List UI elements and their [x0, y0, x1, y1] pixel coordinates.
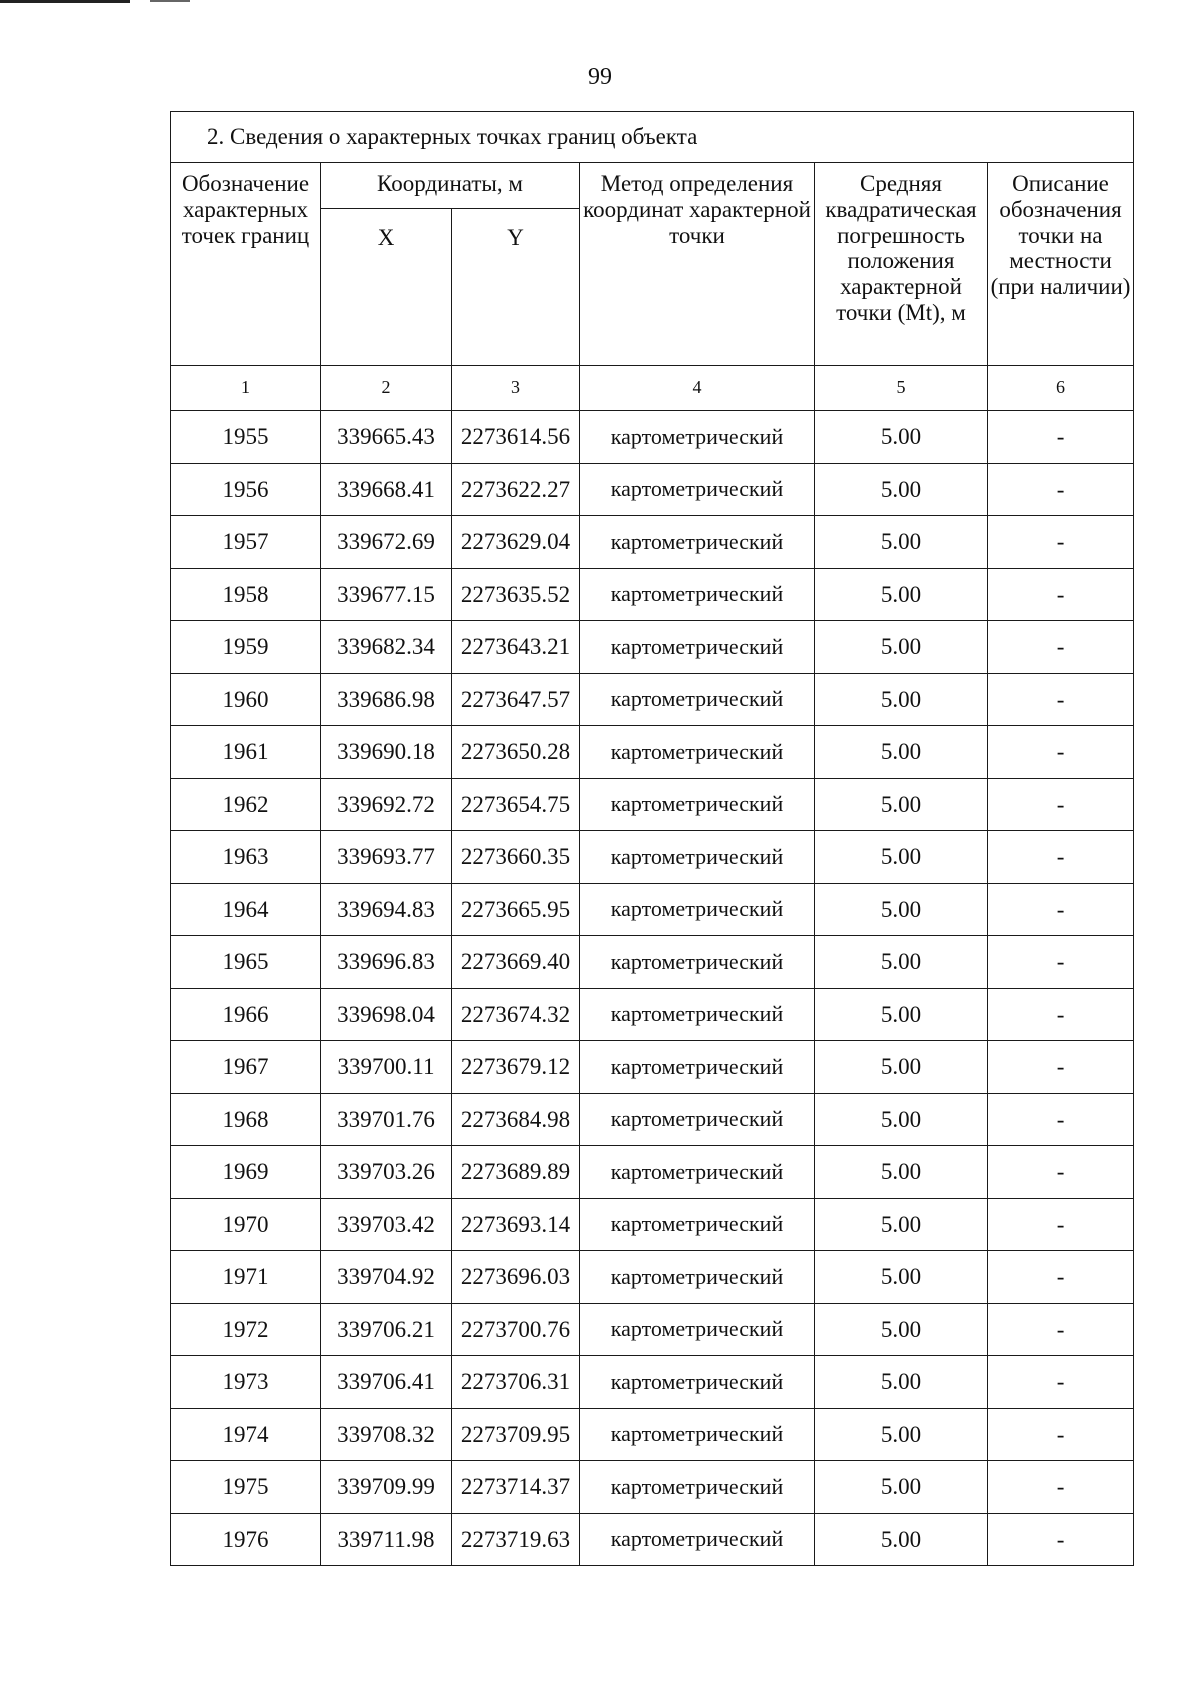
cell-y: 2273700.76 — [452, 1303, 580, 1356]
table-row — [171, 988, 1134, 1041]
table-row — [171, 936, 1134, 989]
cell-x: 339698.04 — [321, 988, 452, 1041]
cell-x: 339711.98 — [321, 1513, 452, 1566]
cell-x: 339708.32 — [321, 1408, 452, 1461]
cell-method: картометрический — [580, 1146, 815, 1199]
cell-point-id: 1970 — [171, 1198, 321, 1251]
header-coordinates: Координаты, м — [321, 163, 580, 209]
cell-error: 5.00 — [815, 463, 988, 516]
cell-y: 2273643.21 — [452, 621, 580, 674]
cell-y: 2273693.14 — [452, 1198, 580, 1251]
section-title: 2. Сведения о характерных точках границ объекта — [171, 112, 1134, 163]
cell-description: - — [988, 1461, 1134, 1514]
column-number: 1 — [171, 366, 321, 411]
cell-error: 5.00 — [815, 1251, 988, 1304]
header-x: X — [321, 209, 452, 366]
cell-x: 339696.83 — [321, 936, 452, 989]
table-row — [171, 411, 1134, 464]
table-row — [171, 1198, 1134, 1251]
cell-x: 339677.15 — [321, 568, 452, 621]
table-row — [171, 1093, 1134, 1146]
column-number: 5 — [815, 366, 988, 411]
cell-y: 2273679.12 — [452, 1041, 580, 1094]
cell-description: - — [988, 1198, 1134, 1251]
cell-description: - — [988, 1251, 1134, 1304]
cell-description: - — [988, 673, 1134, 726]
cell-x: 339706.41 — [321, 1356, 452, 1409]
cell-description: - — [988, 883, 1134, 936]
cell-y: 2273629.04 — [452, 516, 580, 569]
cell-y: 2273635.52 — [452, 568, 580, 621]
column-number-row — [171, 366, 1134, 411]
cell-method: картометрический — [580, 831, 815, 884]
cell-description: - — [988, 778, 1134, 831]
header-row-top — [171, 163, 1134, 209]
header-error: Средняя квадратическая погрешность положения характерной точки (Mt), м — [815, 163, 988, 366]
cell-y: 2273689.89 — [452, 1146, 580, 1199]
cell-x: 339709.99 — [321, 1461, 452, 1514]
table-row — [171, 621, 1134, 674]
cell-point-id: 1973 — [171, 1356, 321, 1409]
cell-method: картометрический — [580, 463, 815, 516]
table-row — [171, 1356, 1134, 1409]
cell-error: 5.00 — [815, 1041, 988, 1094]
cell-point-id: 1962 — [171, 778, 321, 831]
table-row — [171, 1251, 1134, 1304]
cell-y: 2273650.28 — [452, 726, 580, 779]
cell-x: 339682.34 — [321, 621, 452, 674]
cell-method: картометрический — [580, 936, 815, 989]
cell-error: 5.00 — [815, 726, 988, 779]
table-row — [171, 673, 1134, 726]
table-row — [171, 1303, 1134, 1356]
cell-method: картометрический — [580, 673, 815, 726]
header-description: Описание обозначения точки на местности (при наличии) — [988, 163, 1134, 366]
cell-error: 5.00 — [815, 1408, 988, 1461]
cell-error: 5.00 — [815, 1513, 988, 1566]
cell-point-id: 1965 — [171, 936, 321, 989]
cell-x: 339703.42 — [321, 1198, 452, 1251]
cell-point-id: 1956 — [171, 463, 321, 516]
cell-x: 339701.76 — [321, 1093, 452, 1146]
cell-description: - — [988, 463, 1134, 516]
cell-error: 5.00 — [815, 1303, 988, 1356]
cell-y: 2273719.63 — [452, 1513, 580, 1566]
cell-x: 339665.43 — [321, 411, 452, 464]
table-row — [171, 1513, 1134, 1566]
table-row — [171, 463, 1134, 516]
header-method: Метод определения координат характерной точки — [580, 163, 815, 366]
cell-point-id: 1966 — [171, 988, 321, 1041]
cell-description: - — [988, 568, 1134, 621]
page-number: 99 — [588, 64, 612, 90]
cell-error: 5.00 — [815, 936, 988, 989]
cell-x: 339703.26 — [321, 1146, 452, 1199]
cell-error: 5.00 — [815, 778, 988, 831]
cell-y: 2273665.95 — [452, 883, 580, 936]
cell-y: 2273660.35 — [452, 831, 580, 884]
cell-error: 5.00 — [815, 988, 988, 1041]
cell-point-id: 1967 — [171, 1041, 321, 1094]
column-number: 2 — [321, 366, 452, 411]
cell-point-id: 1957 — [171, 516, 321, 569]
cell-method: картометрический — [580, 516, 815, 569]
cell-description: - — [988, 726, 1134, 779]
cell-description: - — [988, 1303, 1134, 1356]
table-row — [171, 1461, 1134, 1514]
table-row — [171, 568, 1134, 621]
cell-method: картометрический — [580, 778, 815, 831]
header-designation: Обозначение характерных точек границ — [171, 163, 321, 366]
cell-point-id: 1976 — [171, 1513, 321, 1566]
cell-description: - — [988, 988, 1134, 1041]
cell-description: - — [988, 1408, 1134, 1461]
cell-error: 5.00 — [815, 1093, 988, 1146]
cell-method: картометрический — [580, 1461, 815, 1514]
cell-point-id: 1968 — [171, 1093, 321, 1146]
cell-y: 2273669.40 — [452, 936, 580, 989]
cell-y: 2273696.03 — [452, 1251, 580, 1304]
cell-method: картометрический — [580, 1408, 815, 1461]
cell-method: картометрический — [580, 883, 815, 936]
table-row — [171, 1041, 1134, 1094]
cell-method: картометрический — [580, 1251, 815, 1304]
cell-method: картометрический — [580, 1093, 815, 1146]
cell-description: - — [988, 831, 1134, 884]
cell-x: 339686.98 — [321, 673, 452, 726]
cell-point-id: 1974 — [171, 1408, 321, 1461]
cell-point-id: 1959 — [171, 621, 321, 674]
column-number: 4 — [580, 366, 815, 411]
cell-error: 5.00 — [815, 1198, 988, 1251]
cell-y: 2273709.95 — [452, 1408, 580, 1461]
table-row — [171, 516, 1134, 569]
cell-y: 2273614.56 — [452, 411, 580, 464]
table-row — [171, 1408, 1134, 1461]
cell-description: - — [988, 1041, 1134, 1094]
cell-method: картометрический — [580, 568, 815, 621]
cell-x: 339694.83 — [321, 883, 452, 936]
cell-y: 2273647.57 — [452, 673, 580, 726]
cell-y: 2273706.31 — [452, 1356, 580, 1409]
cell-point-id: 1963 — [171, 831, 321, 884]
table-row — [171, 831, 1134, 884]
cell-error: 5.00 — [815, 1146, 988, 1199]
table-row — [171, 1146, 1134, 1199]
column-number: 6 — [988, 366, 1134, 411]
cell-error: 5.00 — [815, 673, 988, 726]
cell-method: картометрический — [580, 1356, 815, 1409]
cell-y: 2273714.37 — [452, 1461, 580, 1514]
cell-point-id: 1971 — [171, 1251, 321, 1304]
cell-method: картометрический — [580, 1198, 815, 1251]
cell-y: 2273674.32 — [452, 988, 580, 1041]
cell-x: 339704.92 — [321, 1251, 452, 1304]
cell-method: картометрический — [580, 1513, 815, 1566]
cell-error: 5.00 — [815, 516, 988, 569]
cell-x: 339706.21 — [321, 1303, 452, 1356]
table-row — [171, 778, 1134, 831]
cell-x: 339700.11 — [321, 1041, 452, 1094]
cell-x: 339693.77 — [321, 831, 452, 884]
cell-error: 5.00 — [815, 411, 988, 464]
cell-point-id: 1964 — [171, 883, 321, 936]
cell-error: 5.00 — [815, 883, 988, 936]
cell-error: 5.00 — [815, 831, 988, 884]
cell-point-id: 1961 — [171, 726, 321, 779]
cell-point-id: 1955 — [171, 411, 321, 464]
cell-x: 339690.18 — [321, 726, 452, 779]
cell-point-id: 1969 — [171, 1146, 321, 1199]
cell-method: картометрический — [580, 988, 815, 1041]
cell-description: - — [988, 936, 1134, 989]
cell-point-id: 1975 — [171, 1461, 321, 1514]
scan-edge-mark — [0, 0, 130, 3]
cell-description: - — [988, 1146, 1134, 1199]
table-row — [171, 726, 1134, 779]
scan-edge-mark-secondary — [150, 0, 190, 2]
table-row — [171, 883, 1134, 936]
cell-x: 339692.72 — [321, 778, 452, 831]
cell-description: - — [988, 1513, 1134, 1566]
column-number: 3 — [452, 366, 580, 411]
cell-y: 2273654.75 — [452, 778, 580, 831]
cell-x: 339672.69 — [321, 516, 452, 569]
cell-error: 5.00 — [815, 568, 988, 621]
section-title-row — [171, 112, 1134, 163]
cell-point-id: 1960 — [171, 673, 321, 726]
cell-description: - — [988, 516, 1134, 569]
cell-error: 5.00 — [815, 1356, 988, 1409]
cell-method: картометрический — [580, 1041, 815, 1094]
cell-method: картометрический — [580, 411, 815, 464]
cell-method: картометрический — [580, 1303, 815, 1356]
cell-point-id: 1972 — [171, 1303, 321, 1356]
cell-x: 339668.41 — [321, 463, 452, 516]
cell-y: 2273622.27 — [452, 463, 580, 516]
header-y: Y — [452, 209, 580, 366]
cell-description: - — [988, 621, 1134, 674]
cell-description: - — [988, 1093, 1134, 1146]
cell-error: 5.00 — [815, 621, 988, 674]
cell-y: 2273684.98 — [452, 1093, 580, 1146]
cell-description: - — [988, 411, 1134, 464]
cell-description: - — [988, 1356, 1134, 1409]
cell-point-id: 1958 — [171, 568, 321, 621]
cell-method: картометрический — [580, 621, 815, 674]
cell-method: картометрический — [580, 726, 815, 779]
boundary-points-table — [170, 111, 1134, 1566]
cell-error: 5.00 — [815, 1461, 988, 1514]
